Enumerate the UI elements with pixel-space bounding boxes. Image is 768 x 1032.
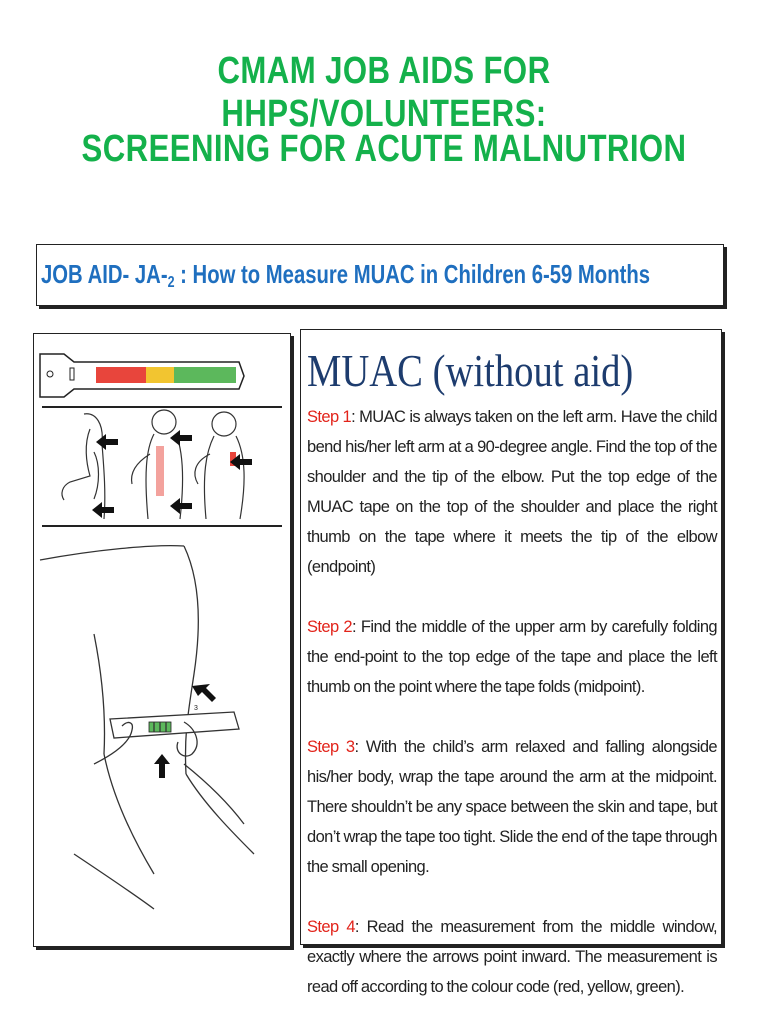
page-title-line-2: SCREENING FOR ACUTE MALNUTRION [81, 128, 687, 170]
step-2-label: Step 2 [307, 618, 353, 636]
job-aid-number: 2 [167, 274, 175, 291]
step-1 [307, 402, 717, 582]
step-3 [307, 732, 717, 882]
job-aid-title-text: : How to Measure MUAC in Children 6-59 Months [174, 259, 651, 289]
job-aid-title-box [36, 244, 724, 306]
step-1-text: : MUAC is always taken on the left arm. Have the child bend his/her left arm at a 90-degree angle. Find the top of the shoulder and the tip of the elbow. Put the top edge of the MUAC tape on the top of the shoulder and place the right thumb on the tape where it meets the tip of the elbow (endpoint) [307, 408, 717, 576]
muac-tape-illustration [40, 354, 244, 397]
muac-illustration-panel [33, 333, 291, 947]
steps-list [307, 402, 717, 1032]
job-aid-title [41, 259, 650, 292]
step-1-label: Step 1 [307, 408, 352, 426]
muac-instructions-panel [300, 329, 722, 996]
step-2 [307, 612, 717, 702]
job-aid-prefix: JOB AID- JA- [41, 259, 168, 289]
step-4-text: : Read the measurement from the middle window, exactly where the arrows point inward. The measurement is read off according to the colour code (red, yellow, green). [307, 918, 718, 996]
step-3-label: Step 3 [307, 738, 355, 756]
step-4 [307, 912, 717, 1002]
step-4-label: Step 4 [307, 918, 355, 936]
page-title-line-1: CMAM JOB AIDS FOR HHPS/VOLUNTEERS: [217, 50, 551, 135]
arm-measurement-illustration [40, 546, 254, 909]
arm-position-illustration [42, 407, 282, 526]
muac-heading: MUAC (without aid) [307, 345, 634, 396]
step-2-text: : Find the middle of the upper arm by carefully folding the end-point to the top edge of the tape and place the left thumb on the point where the tape folds (midpoint). [307, 618, 717, 696]
step-3-text: : With the child’s arm relaxed and falling alongside his/her body, wrap the tape around the arm at the midpoint. There shouldn’t be any space between the skin and tape, but don’t wrap the tape too tight. Slide the end of the tape through the small opening. [307, 738, 717, 876]
muac-illustration [34, 334, 290, 946]
svg-text:3: 3 [194, 705, 198, 712]
